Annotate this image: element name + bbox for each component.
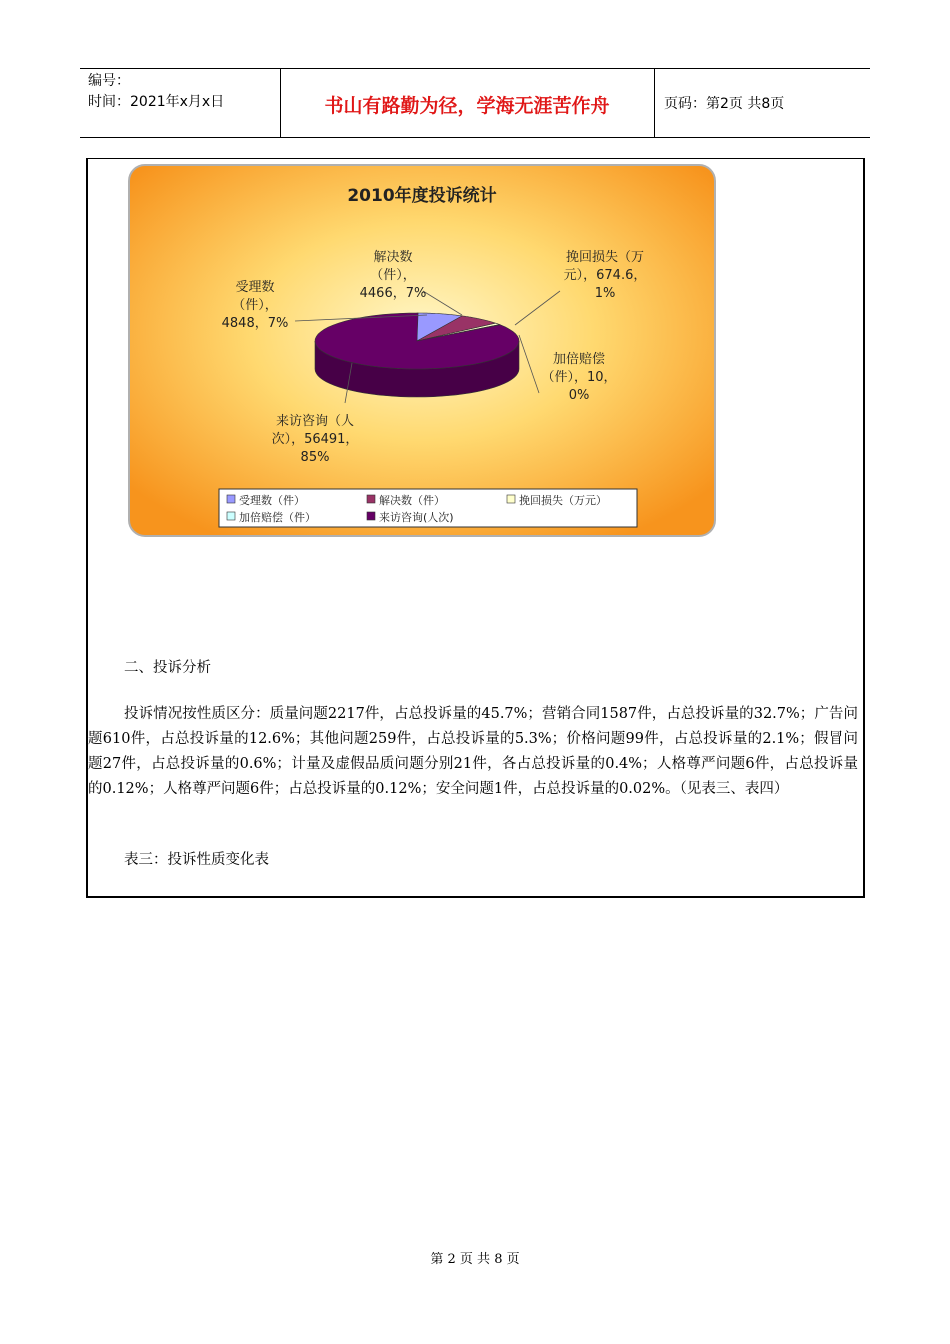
section-title: 二、投诉分析 [124, 660, 211, 676]
data-label: （件）， [232, 298, 278, 313]
data-label: 解决数 [373, 250, 413, 265]
header-table [80, 68, 870, 138]
data-label: 加倍赔偿 [552, 352, 606, 367]
data-label: （件），10， [541, 370, 617, 385]
header-motto: 书山有路勤为径，学海无涯苦作舟 [324, 95, 610, 117]
time-label: 时间：2021年x月x日 [88, 94, 225, 110]
legend-label: 加倍赔偿（件） [239, 511, 316, 524]
chart-title: 2010年度投诉统计 [347, 186, 497, 206]
chart-svg [127, 163, 717, 538]
data-label: 受理数 [235, 280, 275, 295]
legend-label: 解决数（件） [379, 494, 445, 507]
legend-swatch [367, 512, 375, 520]
analysis-paragraph: 投诉情况按性质区分：质量问题2217件，占总投诉量的45.7%；营销合同1587件，占总投诉量的32.7%；广告问题610件，占总投诉量的12.6%；其他问题259件，占总投诉量的5.3%；价格问题99件，占总投诉量的2.1%；假冒问题27件，占总投诉量的0.6%；计量及虚假品质问题分别21件，各占总投诉量的0.4%；人格尊严问题6件，占总投诉量的0.12%；人格尊严问题6件；占总投诉量的0.12%；安全问题1件，占总投诉量的0.02%。（见表三、表四） [88, 706, 858, 797]
pie-chart [127, 163, 717, 538]
data-label: （件）， [370, 268, 416, 283]
page-footer: 第 2 页 共 8 页 [430, 1252, 520, 1267]
legend-swatch [227, 495, 235, 503]
legend-label: 受理数（件） [239, 494, 305, 507]
legend-label: 挽回损失（万元） [519, 494, 607, 507]
number-label: 编号： [88, 73, 130, 89]
header-meta [88, 71, 224, 113]
data-label: 挽回损失（万 [565, 250, 645, 265]
data-label: 元），674.6， [563, 268, 647, 283]
data-label: 0% [568, 388, 590, 403]
legend-label: 来访咨询(人次) [379, 511, 454, 524]
data-label: 4466，7% [359, 286, 427, 301]
legend-swatch [507, 495, 515, 503]
data-label: 4848，7% [221, 316, 289, 331]
data-label: 1% [594, 286, 616, 301]
page-indicator: 页码：第2页 共8页 [664, 96, 785, 112]
legend-swatch [367, 495, 375, 503]
data-label: 来访咨询（人 [275, 414, 355, 429]
data-label: 次），56491， [271, 432, 359, 447]
header-divider [654, 69, 655, 137]
table-title: 表三：投诉性质变化表 [124, 852, 269, 868]
data-label: 85% [300, 450, 330, 465]
legend-swatch [227, 512, 235, 520]
